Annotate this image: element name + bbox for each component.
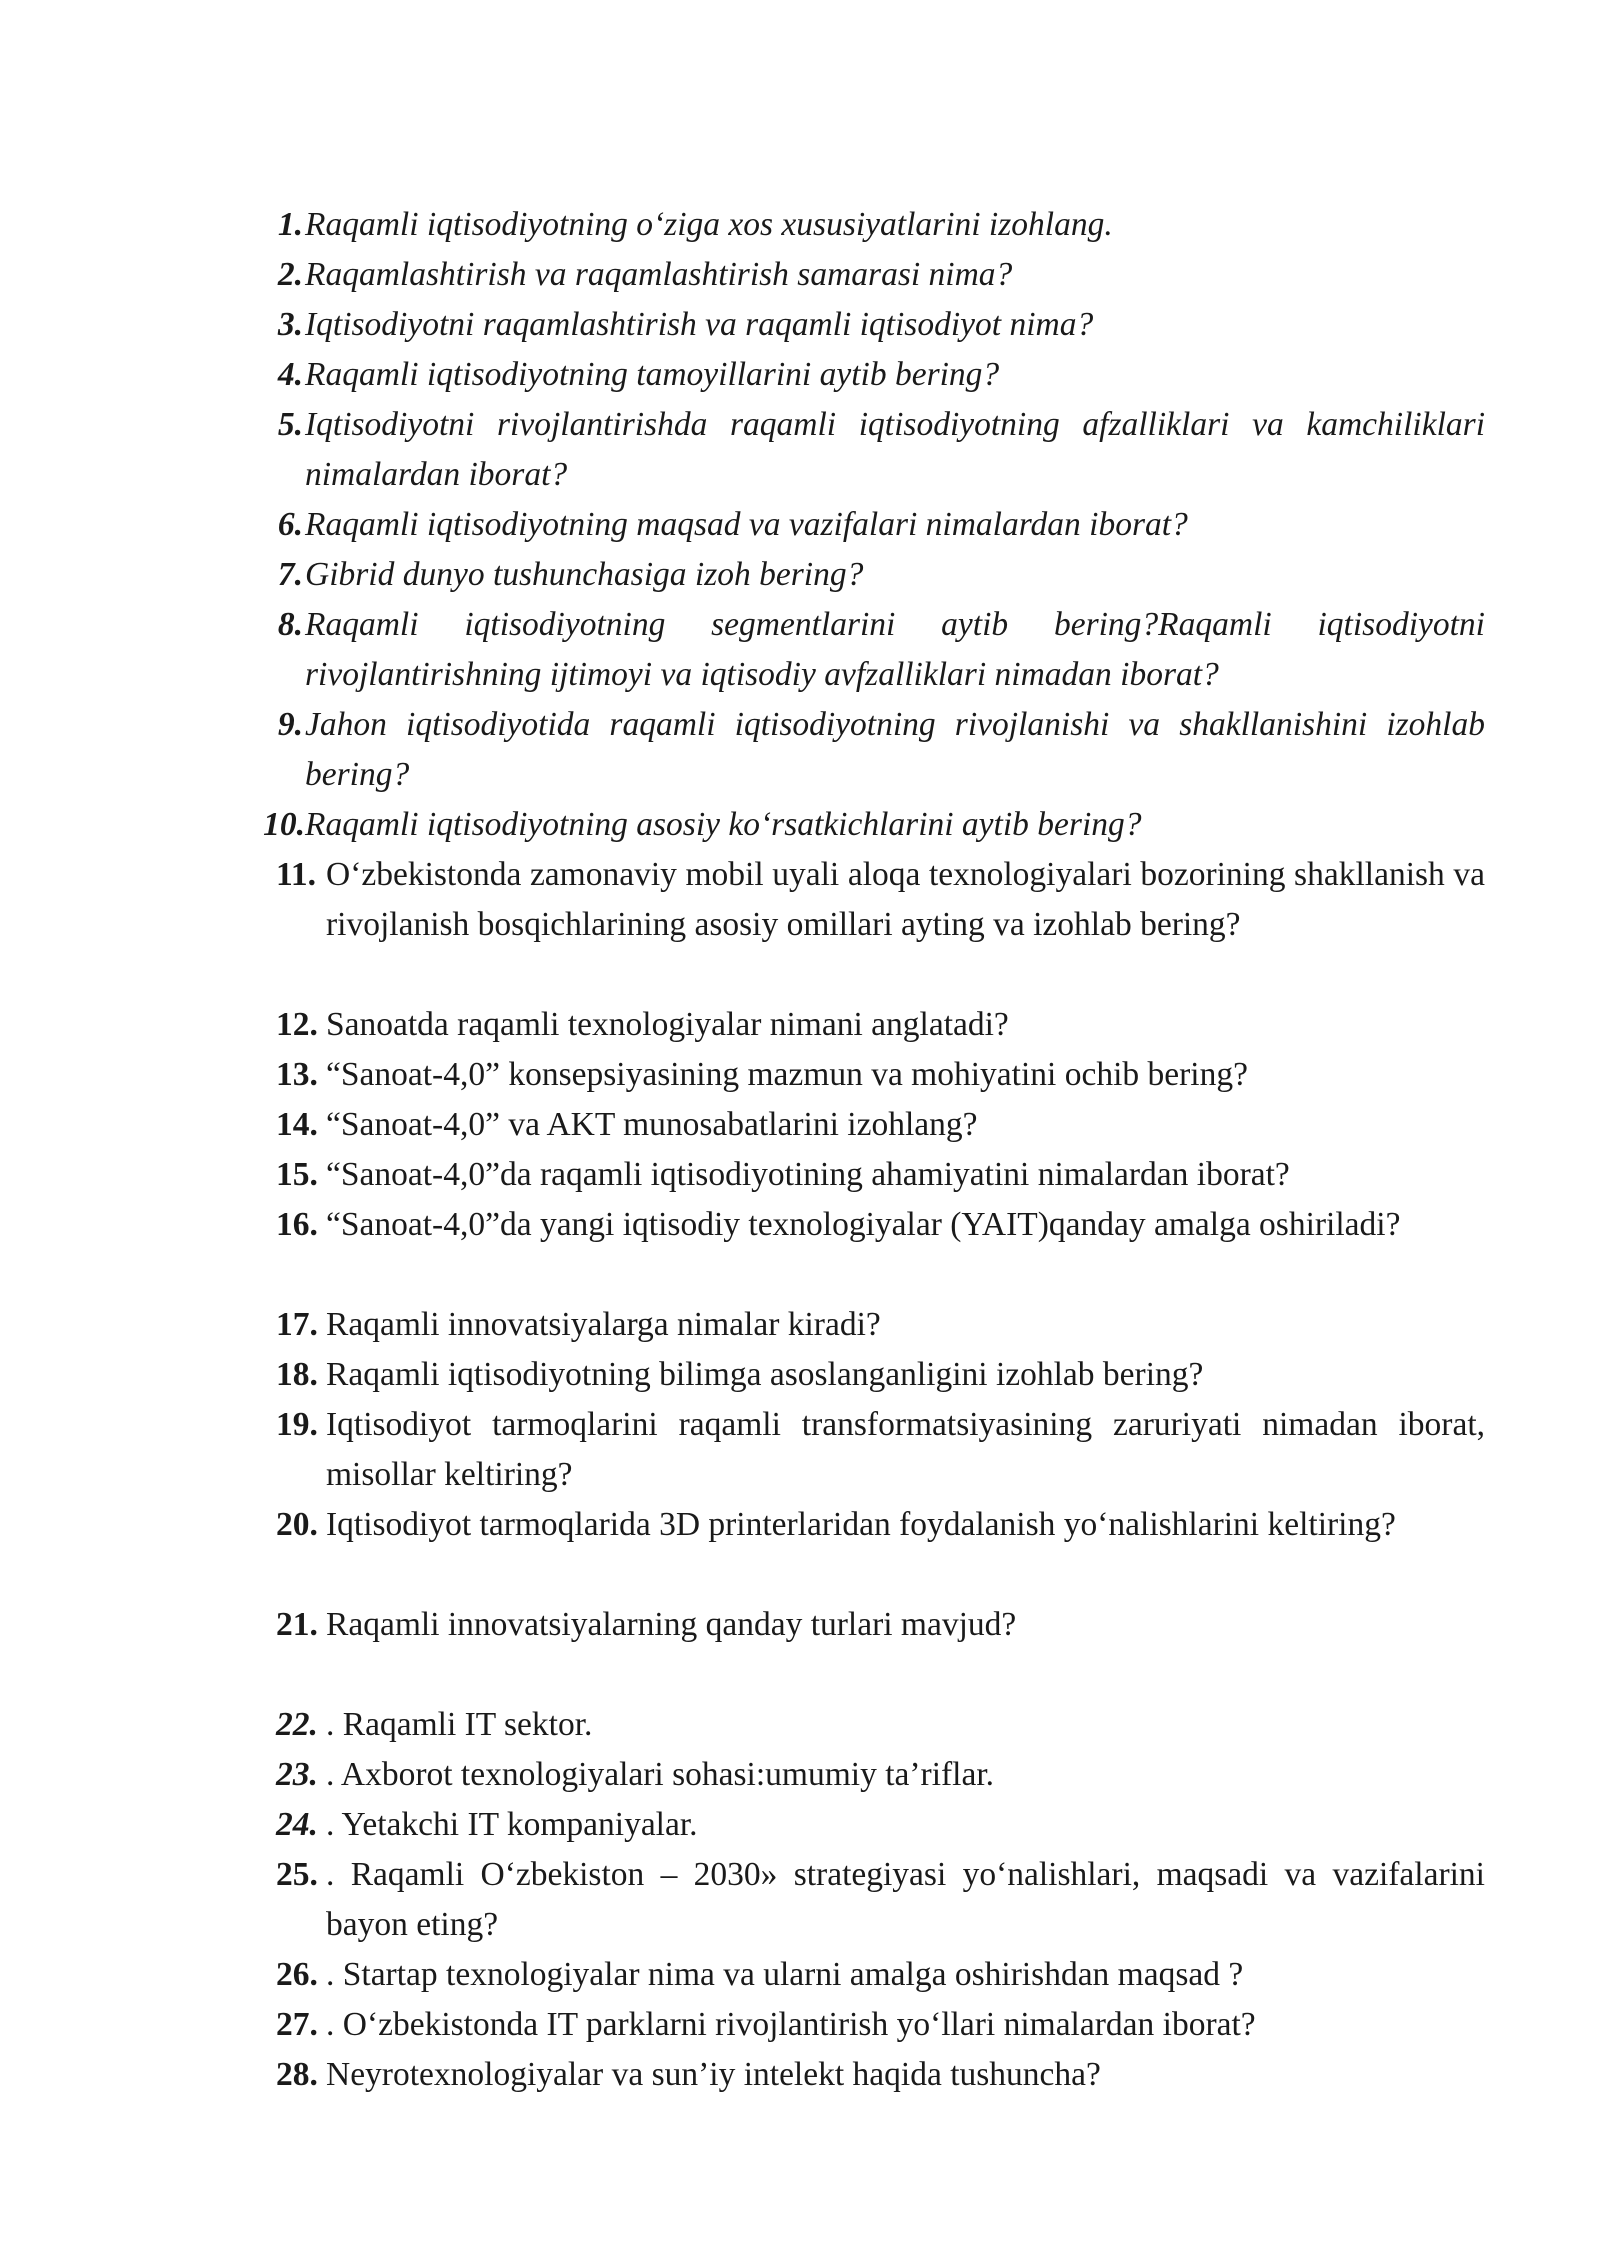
question-text: . Yetakchi IT kompaniyalar. — [326, 1806, 698, 1843]
question-item — [276, 1850, 1485, 1950]
question-text: . Axborot texnologiyalari sohasi:umumiy ta’riflar. — [326, 1756, 995, 1793]
question-item — [277, 550, 1485, 600]
question-text: Neyrotexnologiyalar va sun’iy intelekt haqida tushuncha? — [326, 2056, 1101, 2093]
question-number: 1. — [277, 206, 303, 243]
question-number: 10. — [263, 806, 305, 843]
question-item — [276, 1300, 1485, 1350]
question-number: 11. — [276, 856, 317, 893]
question-number: 4. — [277, 356, 303, 393]
question-text: . Raqamli IT sektor. — [326, 1706, 593, 1743]
question-number: 16. — [276, 1206, 318, 1243]
question-number: 15. — [276, 1156, 318, 1193]
question-text: Raqamli innovatsiyalarga nimalar kiradi? — [326, 1306, 881, 1343]
question-text: O‘zbekistonda zamonaviy mobil uyali aloqa texnologiyalari bozorining shakllanish va rivojlanish bosqichlarining asosiy omillari ayting va izohlab bering? — [326, 856, 1485, 943]
question-number: 22. — [276, 1706, 318, 1743]
question-item — [276, 1400, 1485, 1500]
question-text: “Sanoat-4,0”da yangi iqtisodiy texnologiyalar (YAIT)qanday amalga oshiriladi? — [326, 1206, 1401, 1243]
question-item — [276, 1700, 1485, 1750]
question-text: Raqamli iqtisodiyotning maqsad va vazifalari nimalardan iborat? — [305, 506, 1188, 543]
question-text: Raqamli iqtisodiyotning tamoyillarini aytib bering? — [305, 356, 1000, 393]
question-text: Raqamli iqtisodiyotning o‘ziga xos xususiyatlarini izohlang. — [305, 206, 1113, 243]
question-item — [276, 1500, 1485, 1550]
question-item — [277, 350, 1485, 400]
question-item — [263, 800, 1485, 850]
question-text: . Startap texnologiyalar nima va ularni amalga oshirishdan maqsad ? — [326, 1956, 1244, 1993]
question-number: 14. — [276, 1106, 318, 1143]
question-text: Jahon iqtisodiyotida raqamli iqtisodiyotning rivojlanishi va shakllanishini izohlab bering? — [305, 706, 1485, 793]
question-number: 24. — [276, 1806, 318, 1843]
question-number: 8. — [277, 606, 303, 643]
question-number: 19. — [276, 1406, 318, 1443]
question-text: Raqamli iqtisodiyotning segmentlarini aytib bering?Raqamli iqtisodiyotni rivojlantirishning ijtimoyi va iqtisodiy avfzalliklari nimadan iborat? — [305, 606, 1485, 693]
question-item — [276, 2000, 1485, 2050]
question-text: Sanoatda raqamli texnologiyalar nimani anglatadi? — [326, 1006, 1009, 1043]
question-number: 5. — [277, 406, 303, 443]
question-number: 20. — [276, 1506, 318, 1543]
question-text: Iqtisodiyotni rivojlantirishda raqamli iqtisodiyotning afzalliklari va kamchiliklari nimalardan iborat? — [305, 406, 1485, 493]
question-item — [276, 1050, 1485, 1100]
question-item — [276, 1150, 1485, 1200]
question-item — [276, 1950, 1485, 2000]
question-text: Iqtisodiyot tarmoqlarini raqamli transformatsiyasining zaruriyati nimadan iborat, misollar keltiring? — [326, 1406, 1485, 1493]
question-item — [276, 1750, 1485, 1800]
question-item — [276, 2050, 1485, 2100]
question-number: 26. — [276, 1956, 318, 1993]
question-number: 3. — [277, 306, 303, 343]
question-text: Raqamlashtirish va raqamlashtirish samarasi nima? — [305, 256, 1013, 293]
question-text: Gibrid dunyo tushunchasiga izoh bering? — [305, 556, 864, 593]
question-number: 27. — [276, 2006, 318, 2043]
question-number: 2. — [277, 256, 303, 293]
question-item — [276, 850, 1485, 950]
question-item — [277, 400, 1485, 500]
question-text: “Sanoat-4,0” konsepsiyasining mazmun va mohiyatini ochib bering? — [326, 1056, 1248, 1093]
question-item — [276, 1200, 1485, 1250]
question-item — [276, 1600, 1485, 1650]
question-number: 17. — [276, 1306, 318, 1343]
question-text: Raqamli iqtisodiyotning bilimga asoslanganligini izohlab bering? — [326, 1356, 1204, 1393]
question-text: Raqamli iqtisodiyotning asosiy ko‘rsatkichlarini aytib bering? — [305, 806, 1142, 843]
question-text: Iqtisodiyotni raqamlashtirish va raqamli iqtisodiyot nima? — [305, 306, 1094, 343]
question-text: . O‘zbekistonda IT parklarni rivojlantirish yo‘llari nimalardan iborat? — [326, 2006, 1256, 2043]
question-item — [276, 1350, 1485, 1400]
question-text: Raqamli innovatsiyalarning qanday turlari mavjud? — [326, 1606, 1017, 1643]
question-text: Iqtisodiyot tarmoqlarida 3D printerlaridan foydalanish yo‘nalishlarini keltiring? — [326, 1506, 1396, 1543]
question-item — [277, 200, 1485, 250]
question-number: 23. — [276, 1756, 318, 1793]
question-number: 18. — [276, 1356, 318, 1393]
question-number: 25. — [276, 1856, 318, 1893]
question-number: 21. — [276, 1606, 318, 1643]
question-item — [276, 1800, 1485, 1850]
question-text: “Sanoat-4,0”da raqamli iqtisodiyotining ahamiyatini nimalardan iborat? — [326, 1156, 1290, 1193]
question-number: 7. — [277, 556, 303, 593]
question-number: 28. — [276, 2056, 318, 2093]
question-number: 6. — [277, 506, 303, 543]
question-text: “Sanoat-4,0” va AKT munosabatlarini izohlang? — [326, 1106, 978, 1143]
question-number: 13. — [276, 1056, 318, 1093]
question-number: 12. — [276, 1006, 318, 1043]
question-item — [276, 1000, 1485, 1050]
question-item — [277, 700, 1485, 800]
question-text: . Raqamli O‘zbekiston – 2030» strategiyasi yo‘nalishlari, maqsadi va vazifalarini bayon eting? — [326, 1856, 1485, 1943]
question-item — [277, 300, 1485, 350]
question-item — [277, 250, 1485, 300]
question-item — [277, 500, 1485, 550]
question-item — [276, 1100, 1485, 1150]
question-item — [277, 600, 1485, 700]
question-number: 9. — [277, 706, 303, 743]
